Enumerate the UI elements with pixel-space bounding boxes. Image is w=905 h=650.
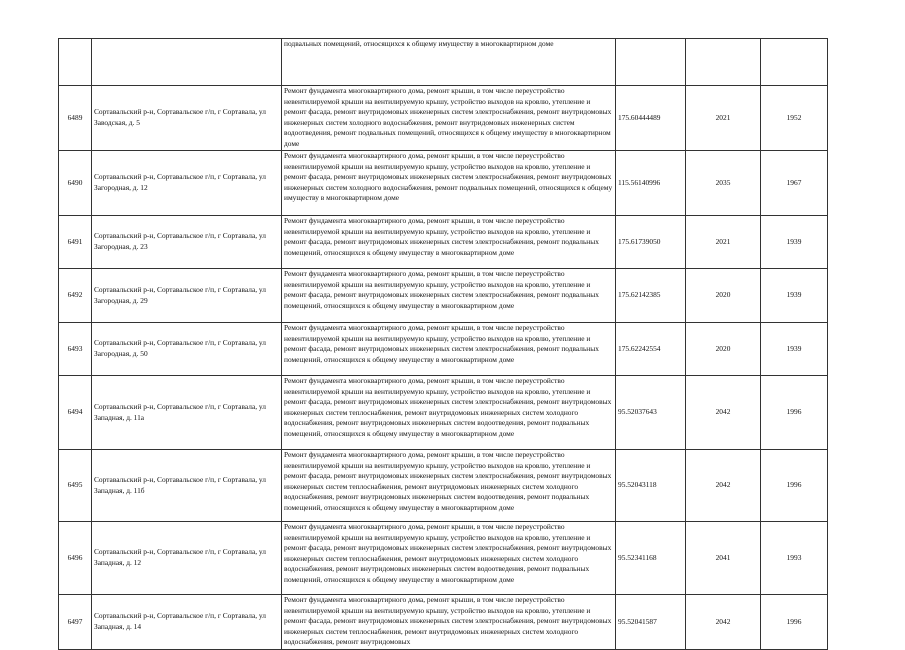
- row-works-text: Ремонт фундамента многоквартирного дома, ремонт крыши, в том числе переустройство невентилируемой крыши на вентилируемую крышу, устройство выходов на кровлю, утепление и ремонт фасада, ремонт внутридомовых инженерных систем электроснабжения, ремонт внутридомовых инженерных систем холодного водоснабжения, ремонт подвальных помещений, относящихся к общему имуществу в многоквартирном доме: [284, 151, 613, 203]
- row-address: Сортавальский р-н, Сортавальское г/п, г Сортавала, ул Загородная, д. 12: [92, 151, 282, 216]
- row-built-year: 1939: [761, 216, 828, 269]
- row-works: [282, 39, 616, 86]
- row-plan-year: 2021: [686, 216, 761, 269]
- row-address: Сортавальский р-н, Сортавальское г/п, г Сортавала, ул Заводская, д. 5: [92, 86, 282, 151]
- row-built-year: 1967: [761, 151, 828, 216]
- row-works-text: Ремонт фундамента многоквартирного дома, ремонт крыши, в том числе переустройство невентилируемой крыши на вентилируемую крышу, устройство выходов на кровлю, утепление и ремонт фасада, ремонт внутридомовых инженерных систем электроснабжения, ремонт внутридомовых инженерных систем теплоснабжения, ремонт внутридомовых инженерных систем холодного водоснабжения, ремонт внутридомовых: [284, 595, 612, 647]
- row-cost: 95.52037643: [616, 376, 686, 450]
- table-row: [59, 39, 828, 86]
- row-works: [282, 376, 616, 450]
- table-row: [59, 595, 828, 650]
- row-number: 6491: [59, 216, 92, 269]
- row-cost: 175.60444489: [616, 86, 686, 151]
- row-built-year: [761, 39, 828, 86]
- row-plan-year: 2042: [686, 595, 761, 650]
- row-number: 6495: [59, 450, 92, 522]
- row-built-year: 1996: [761, 450, 828, 522]
- row-number: 6494: [59, 376, 92, 450]
- row-works: [282, 595, 616, 650]
- row-address: Сортавальский р-н, Сортавальское г/п, г Сортавала, ул Загородная, д. 29: [92, 269, 282, 323]
- row-cost: 95.52043118: [616, 450, 686, 522]
- row-number: [59, 39, 92, 86]
- row-works-text: подвальных помещений, относящихся к общему имуществу в многоквартирном доме: [284, 39, 554, 48]
- row-plan-year: 2041: [686, 522, 761, 595]
- table-row: [59, 323, 828, 376]
- row-cost: 175.62242554: [616, 323, 686, 376]
- row-works: [282, 323, 616, 376]
- row-works-text: Ремонт фундамента многоквартирного дома, ремонт крыши, в том числе переустройство невентилируемой крыши на вентилируемую крышу, устройство выходов на кровлю, утепление и ремонт фасада, ремонт внутридомовых инженерных систем электроснабжения, ремонт внутридомовых инженерных систем холодного водоснабжения, ремонт внутридомовых инженерных систем водоотведения, ремонт подвальных помещений, относящихся к общему имуществу в многоквартирном доме: [284, 86, 612, 148]
- row-number: 6497: [59, 595, 92, 650]
- row-cost: [616, 39, 686, 86]
- table-row: [59, 86, 828, 151]
- row-plan-year: 2042: [686, 376, 761, 450]
- row-cost: 175.62142385: [616, 269, 686, 323]
- row-address: Сортавальский р-н, Сортавальское г/п, г Сортавала, ул Загородная, д. 50: [92, 323, 282, 376]
- table-row: [59, 522, 828, 595]
- row-works-text: Ремонт фундамента многоквартирного дома, ремонт крыши, в том числе переустройство невентилируемой крыши на вентилируемую крышу, устройство выходов на кровлю, утепление и ремонт фасада, ремонт внутридомовых инженерных систем электроснабжения, ремонт подвальных помещений, относящихся к общему имуществу в многоквартирном доме: [284, 323, 599, 364]
- row-address: Сортавальский р-н, Сортавальское г/п, г Сортавала, ул Западная, д. 11б: [92, 450, 282, 522]
- row-built-year: 1952: [761, 86, 828, 151]
- row-plan-year: 2042: [686, 450, 761, 522]
- row-address: Сортавальский р-н, Сортавальское г/п, г Сортавала, ул Западная, д. 11а: [92, 376, 282, 450]
- row-plan-year: 2035: [686, 151, 761, 216]
- row-built-year: 1996: [761, 595, 828, 650]
- row-works-text: Ремонт фундамента многоквартирного дома, ремонт крыши, в том числе переустройство невентилируемой крыши на вентилируемую крышу, устройство выходов на кровлю, утепление и ремонт фасада, ремонт внутридомовых инженерных систем электроснабжения, ремонт внутридомовых инженерных систем теплоснабжения, ремонт внутридомовых инженерных систем холодного водоснабжения, ремонт внутридомовых инженерных систем водоотведения, ремонт подвальных помещений, относящихся к общему имуществу в многоквартирном доме: [284, 376, 612, 438]
- row-works: [282, 151, 616, 216]
- row-cost: 175.61739050: [616, 216, 686, 269]
- row-plan-year: 2021: [686, 86, 761, 151]
- row-address: Сортавальский р-н, Сортавальское г/п, г Сортавала, ул Загородная, д. 23: [92, 216, 282, 269]
- row-built-year: 1996: [761, 376, 828, 450]
- row-cost: 95.52041587: [616, 595, 686, 650]
- table-row: [59, 269, 828, 323]
- row-works: [282, 522, 616, 595]
- row-works-text: Ремонт фундамента многоквартирного дома, ремонт крыши, в том числе переустройство невентилируемой крыши на вентилируемую крышу, устройство выходов на кровлю, утепление и ремонт фасада, ремонт внутридомовых инженерных систем электроснабжения, ремонт внутридомовых инженерных систем теплоснабжения, ремонт внутридомовых инженерных систем холодного водоснабжения, ремонт внутридомовых инженерных систем водоотведения, ремонт подвальных помещений, относящихся к общему имуществу в многоквартирном доме: [284, 450, 612, 512]
- row-address: [92, 39, 282, 86]
- table-row: [59, 216, 828, 269]
- table-row: [59, 151, 828, 216]
- row-cost: 95.52341168: [616, 522, 686, 595]
- row-works-text: Ремонт фундамента многоквартирного дома, ремонт крыши, в том числе переустройство невентилируемой крыши на вентилируемую крышу, устройство выходов на кровлю, утепление и ремонт фасада, ремонт внутридомовых инженерных систем электроснабжения, ремонт подвальных помещений, относящихся к общему имуществу в многоквартирном доме: [284, 269, 599, 310]
- row-plan-year: 2020: [686, 323, 761, 376]
- table-row: [59, 450, 828, 522]
- row-cost: 115.56140996: [616, 151, 686, 216]
- row-works: [282, 450, 616, 522]
- row-built-year: 1993: [761, 522, 828, 595]
- row-works: [282, 269, 616, 323]
- row-address: Сортавальский р-н, Сортавальское г/п, г Сортавала, ул Западная, д. 12: [92, 522, 282, 595]
- row-works: [282, 86, 616, 151]
- row-number: 6490: [59, 151, 92, 216]
- table-row: [59, 376, 828, 450]
- row-number: 6489: [59, 86, 92, 151]
- row-number: 6496: [59, 522, 92, 595]
- row-works-text: Ремонт фундамента многоквартирного дома, ремонт крыши, в том числе переустройство невентилируемой крыши на вентилируемую крышу, устройство выходов на кровлю, утепление и ремонт фасада, ремонт внутридомовых инженерных систем электроснабжения, ремонт внутридомовых инженерных систем теплоснабжения, ремонт внутридомовых инженерных систем холодного водоснабжения, ремонт внутридомовых инженерных систем водоотведения, ремонт подвальных помещений, относящихся к общему имуществу в многоквартирном доме: [284, 522, 612, 584]
- row-plan-year: [686, 39, 761, 86]
- row-number: 6492: [59, 269, 92, 323]
- row-works-text: Ремонт фундамента многоквартирного дома, ремонт крыши, в том числе переустройство невентилируемой крыши на вентилируемую крышу, устройство выходов на кровлю, утепление и ремонт фасада, ремонт внутридомовых инженерных систем электроснабжения, ремонт подвальных помещений, относящихся к общему имуществу в многоквартирном доме: [284, 216, 599, 257]
- row-number: 6493: [59, 323, 92, 376]
- capital-repair-table: [58, 38, 828, 650]
- row-address: Сортавальский р-н, Сортавальское г/п, г Сортавала, ул Западная, д. 14: [92, 595, 282, 650]
- row-works: [282, 216, 616, 269]
- row-built-year: 1939: [761, 323, 828, 376]
- row-plan-year: 2020: [686, 269, 761, 323]
- row-built-year: 1939: [761, 269, 828, 323]
